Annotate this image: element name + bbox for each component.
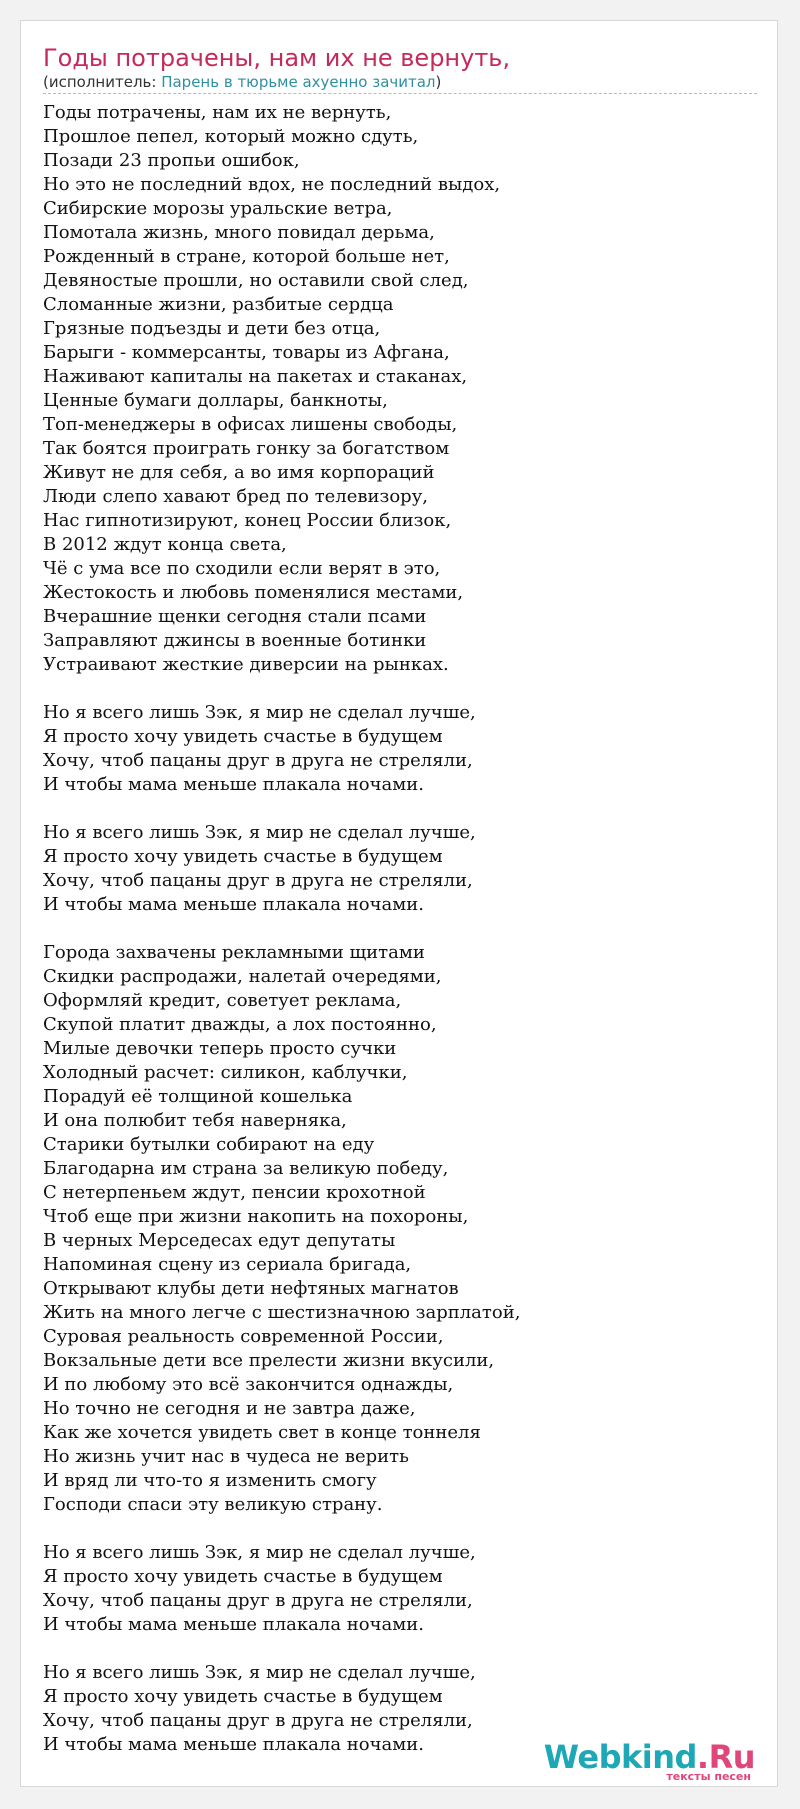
lyric-line: Жестокость и любовь поменялися местами,: [43, 582, 464, 603]
lyric-line: В черных Мерседесах едут депутаты: [43, 1230, 396, 1251]
lyric-line: Благодарна им страна за великую победу,: [43, 1158, 449, 1179]
lyric-line: Хочу, чтоб пацаны друг в друга не стреляли,: [43, 1590, 473, 1611]
lyrics-stanza: [43, 1541, 757, 1637]
lyric-line: Хочу, чтоб пацаны друг в друга не стреляли,: [43, 1710, 473, 1731]
lyric-line: Люди слепо хавают бред по телевизору,: [43, 486, 429, 507]
lyric-line: Позади 23 пропьи ошибок,: [43, 150, 300, 171]
lyric-line: Хочу, чтоб пацаны друг в друга не стреляли,: [43, 750, 473, 771]
lyric-line: Чё с ума все по сходили если верят в это,: [43, 558, 441, 579]
lyrics-stanza: [43, 701, 757, 797]
lyric-line: Но я всего лишь Зэк, я мир не сделал лучше,: [43, 1662, 476, 1683]
lyric-line: Но я всего лишь Зэк, я мир не сделал лучше,: [43, 822, 476, 843]
lyric-line: И она полюбит тебя наверняка,: [43, 1110, 347, 1131]
lyric-line: Сибирские морозы уральские ветра,: [43, 198, 393, 219]
lyric-line: Милые девочки теперь просто сучки: [43, 1038, 397, 1059]
logo-wordmark: [544, 1740, 755, 1774]
lyric-line: Я просто хочу увидеть счастье в будущем: [43, 726, 443, 747]
lyric-line: Порадуй её толщиной кошелька: [43, 1086, 353, 1107]
lyric-line: Прошлое пепел, который можно сдуть,: [43, 126, 419, 147]
lyric-line: И по любому это всё закончится однажды,: [43, 1374, 454, 1395]
lyric-line: И чтобы мама меньше плакала ночами.: [43, 774, 424, 795]
lyric-line: Барыги - коммерсанты, товары из Афгана,: [43, 342, 450, 363]
lyric-line: Но я всего лишь Зэк, я мир не сделал лучше,: [43, 1542, 476, 1563]
lyric-line: Жить на много легче с шестизначною зарплатой,: [43, 1302, 521, 1323]
lyrics-stanza: [43, 821, 757, 917]
song-title: Годы потрачены, нам их не вернуть,: [43, 44, 511, 72]
lyric-line: Ценные бумаги доллары, банкноты,: [43, 390, 388, 411]
lyric-line: Господи спаси эту великую страну.: [43, 1494, 383, 1515]
site-logo[interactable]: [543, 1738, 755, 1783]
lyric-line: Но жизнь учит нас в чудеса не верить: [43, 1446, 409, 1467]
lyric-line: Рожденный в стране, которой больше нет,: [43, 246, 450, 267]
lyric-line: Напоминая сцену из сериала бригада,: [43, 1254, 412, 1275]
lyric-line: Сломанные жизни, разбитые сердца: [43, 294, 394, 315]
artist-link[interactable]: Парень в тюрьме ахуенно зачитал: [161, 73, 436, 91]
lyrics-body: [43, 101, 757, 1757]
lyric-line: Но точно не сегодня и не завтра даже,: [43, 1398, 416, 1419]
lyric-line: И чтобы мама меньше плакала ночами.: [43, 1614, 424, 1635]
lyric-line: Нас гипнотизируют, конец России близок,: [43, 510, 452, 531]
lyric-line: Я просто хочу увидеть счастье в будущем: [43, 846, 443, 867]
logo-main-text: Webkind: [543, 1738, 697, 1776]
lyric-line: Я просто хочу увидеть счастье в будущем: [43, 1686, 443, 1707]
lyric-line: Старики бутылки собирают на еду: [43, 1134, 375, 1155]
lyric-line: Грязные подъезды и дети без отца,: [43, 318, 381, 339]
lyric-line: Живут не для себя, а во имя корпораций: [43, 462, 435, 483]
lyric-line: Заправляют джинсы в военные ботинки: [43, 630, 427, 651]
lyrics-stanza: [43, 101, 757, 677]
lyric-line: С нетерпеньем ждут, пенсии крохотной: [43, 1182, 426, 1203]
lyric-line: И чтобы мама меньше плакала ночами.: [43, 1734, 424, 1755]
lyric-line: Я просто хочу увидеть счастье в будущем: [43, 1566, 443, 1587]
lyric-line: Как же хочется увидеть свет в конце тоннеля: [43, 1422, 481, 1443]
lyric-line: Вчерашние щенки сегодня стали псами: [43, 606, 427, 627]
lyric-line: Оформляй кредит, советует реклама,: [43, 990, 402, 1011]
lyric-line: Открывают клубы дети нефтяных магнатов: [43, 1278, 459, 1299]
lyric-line: Холодный расчет: силикон, каблучки,: [43, 1062, 408, 1083]
lyric-line: Суровая реальность современной России,: [43, 1326, 444, 1347]
lyric-line: Но я всего лишь Зэк, я мир не сделал лучше,: [43, 702, 476, 723]
lyric-line: В 2012 ждут конца света,: [43, 534, 287, 555]
artist-prefix: (исполнитель:: [43, 73, 162, 91]
lyric-line: Так боятся проиграть гонку за богатством: [43, 438, 450, 459]
logo-tld-text: .Ru: [696, 1738, 755, 1776]
lyric-line: Скупой платит дважды, а лох постоянно,: [43, 1014, 437, 1035]
lyric-line: Скидки распродажи, налетай очередями,: [43, 966, 442, 987]
lyric-line: Хочу, чтоб пацаны друг в друга не стреляли,: [43, 870, 473, 891]
lyric-line: Устраивают жесткие диверсии на рынках.: [43, 654, 449, 675]
artist-suffix: ): [435, 73, 442, 91]
lyric-line: Наживают капиталы на пакетах и стаканах,: [43, 366, 468, 387]
lyric-line: Помотала жизнь, много повидал дерьма,: [43, 222, 435, 243]
lyrics-card: [20, 20, 778, 1787]
lyric-line: Девяностые прошли, но оставили свой след,: [43, 270, 469, 291]
lyric-line: Топ-менеджеры в офисах лишены свободы,: [43, 414, 458, 435]
logo-subtitle: тексты песен: [666, 1770, 751, 1783]
artist-line: [43, 71, 757, 94]
lyric-line: И чтобы мама меньше плакала ночами.: [43, 894, 424, 915]
lyric-line: И вряд ли что-то я изменить смогу: [43, 1470, 377, 1491]
lyric-line: Но это не последний вдох, не последний выдох,: [43, 174, 501, 195]
lyric-line: Чтоб еще при жизни накопить на похороны,: [43, 1206, 469, 1227]
lyrics-stanza: [43, 941, 757, 1517]
lyric-line: Годы потрачены, нам их не вернуть,: [43, 102, 392, 123]
lyric-line: Вокзальные дети все прелести жизни вкусили,: [43, 1350, 495, 1371]
lyric-line: Города захвачены рекламными щитами: [43, 942, 425, 963]
